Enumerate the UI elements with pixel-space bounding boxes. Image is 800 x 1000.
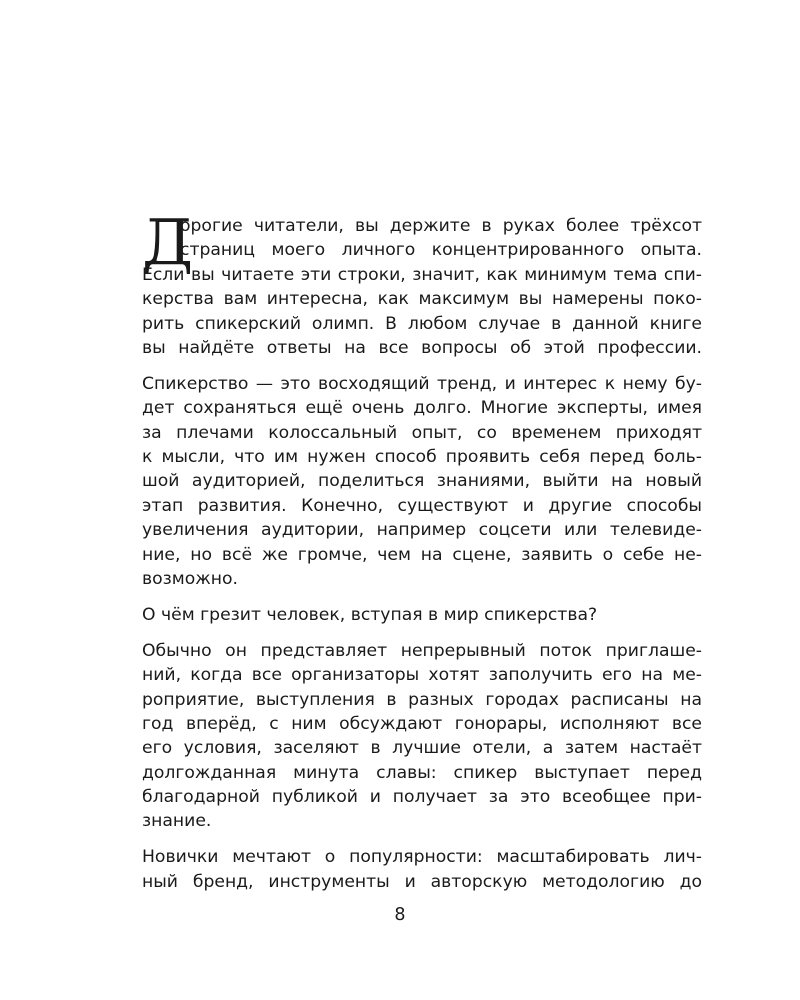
paragraph bbox=[142, 639, 702, 834]
text-line: этап развития. Конечно, существуют и другие способы bbox=[142, 495, 702, 516]
text-line: роприятие, выступления в разных городах расписаны на bbox=[142, 689, 702, 710]
text-line: страниц моего личного концентрированного опыта. bbox=[180, 240, 702, 261]
text-line: увеличения аудитории, например соцсети или телевиде- bbox=[142, 520, 702, 541]
text-line: благодарной публикой и получает за это всеобщее при- bbox=[142, 787, 702, 808]
text-line: ние, но всё же громче, чем на сцене, заявить о себе не- bbox=[142, 544, 702, 565]
text-line: Новички мечтают о популярности: масштабировать лич- bbox=[142, 847, 702, 868]
text-line: возможно. bbox=[142, 568, 238, 589]
text-line: год вперёд, с ним обсуждают гонорары, исполняют все bbox=[142, 713, 702, 734]
paragraph bbox=[142, 372, 702, 592]
text-line: О чём грезит человек, вступая в мир спикерства? bbox=[142, 604, 598, 625]
text-line: Спикерство — это восходящий тренд, и интерес к нему бу- bbox=[142, 373, 702, 394]
paragraph bbox=[142, 603, 702, 627]
page-number: 8 bbox=[394, 905, 406, 925]
body-text bbox=[142, 214, 702, 894]
text-line: долгожданная минута славы: спикер выступает перед bbox=[142, 762, 702, 783]
text-line: его условия, заселяют в лучшие отели, а затем настаёт bbox=[142, 738, 702, 759]
text-line: Если вы читаете эти строки, значит, как минимум тема спи- bbox=[142, 264, 702, 285]
paragraph bbox=[142, 214, 702, 360]
text-line: керства вам интересна, как максимум вы намерены поко- bbox=[142, 289, 702, 310]
text-line: рить спикерский олимп. В любом случае в данной книге bbox=[142, 313, 702, 334]
text-line: вы найдёте ответы на все вопросы об этой профессии. bbox=[142, 337, 702, 358]
text-line: знание. bbox=[142, 811, 212, 832]
text-line: ний, когда все организаторы хотят заполучить его на ме- bbox=[142, 665, 702, 686]
paragraph bbox=[142, 845, 702, 894]
text-line: за плечами колоссальный опыт, со временем приходят bbox=[142, 422, 702, 443]
text-line: к мысли, что им нужен способ проявить себя перед боль- bbox=[142, 447, 702, 468]
text-line: Обычно он представляет непрерывный поток приглаше- bbox=[142, 640, 702, 661]
text-line: шой аудиторией, поделиться знаниями, выйти на новый bbox=[142, 471, 702, 492]
drop-cap: Д bbox=[142, 206, 194, 279]
text-line: дет сохраняться ещё очень долго. Многие эксперты, имея bbox=[142, 398, 702, 419]
text-line: ный бренд, инструменты и авторскую методологию до bbox=[142, 871, 702, 892]
text-line: орогие читатели, вы держите в руках более трёхсот bbox=[180, 216, 702, 236]
